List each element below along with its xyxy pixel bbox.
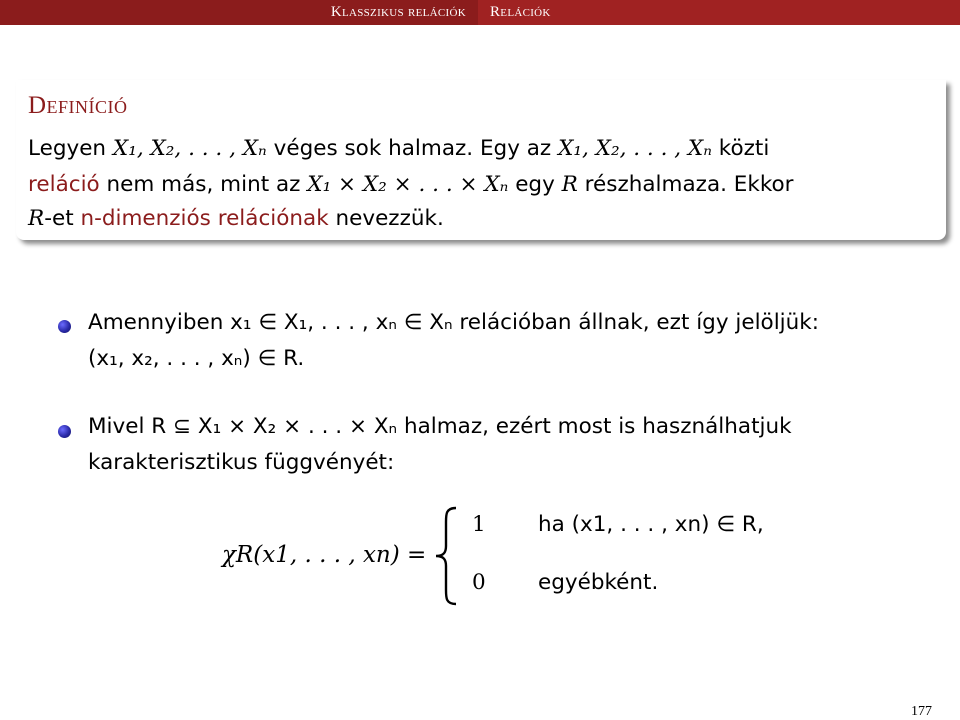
definition-line-2 — [28, 172, 794, 197]
bullet-icon — [58, 425, 71, 438]
definition-text: nevezzük. — [328, 206, 444, 231]
formula-lhs-text: χR(x1, . . . , xn) = — [222, 542, 427, 568]
math-sets: X₁, X₂, . . . , Xₙ — [112, 136, 267, 161]
math-sets: X₁, X₂, . . . , Xₙ — [558, 136, 712, 161]
math-relation: R — [28, 206, 45, 231]
bullet-1-line-2: (x₁, x₂, . . . , xₙ) ∈ R. — [88, 346, 305, 371]
nav-section-link[interactable] — [0, 0, 478, 25]
bullet-icon — [58, 320, 71, 333]
math-product: X₁ × X₂ × . . . × Xₙ — [307, 172, 509, 197]
definition-line-1 — [28, 136, 769, 161]
header-navigation — [0, 0, 960, 25]
case-2-condition: egyébként. — [538, 570, 659, 595]
definition-line-3 — [28, 206, 444, 231]
case-1-value: 1 — [472, 512, 486, 537]
definition-text: nem más, mint az — [99, 172, 308, 197]
characteristic-function-formula — [222, 512, 822, 612]
nav-subsection-label: Relációk — [490, 4, 551, 20]
definition-title: Definíció — [28, 92, 128, 119]
case-2-value: 0 — [472, 570, 486, 595]
page-number: 177 — [911, 704, 932, 719]
definition-text: egy — [508, 172, 562, 197]
definition-term: n-dimenziós relációnak — [80, 206, 329, 231]
definition-term: reláció — [28, 172, 100, 197]
definition-text: közti — [711, 136, 770, 161]
bullet-1-line-1: Amennyiben x₁ ∈ X₁, . . . , xₙ ∈ Xₙ relációban állnak, ezt így jelöljük: — [88, 310, 819, 335]
nav-subsection-link[interactable] — [478, 0, 960, 25]
definition-text: -et — [44, 206, 81, 231]
bullet-2-line-1: Mivel R ⊆ X₁ × X₂ × . . . × Xₙ halmaz, ezért most is használhatjuk — [88, 414, 792, 439]
definition-text: véges sok halmaz. Egy az — [266, 136, 559, 161]
math-relation: R — [561, 172, 578, 197]
bullet-2-line-2: karakterisztikus függvényét: — [88, 450, 395, 475]
nav-section-label: Klasszikus relációk — [330, 4, 466, 20]
definition-text: Legyen — [28, 136, 113, 161]
formula-lhs — [222, 542, 426, 568]
case-1-condition: ha (x1, . . . , xn) ∈ R, — [538, 512, 764, 537]
definition-text: részhalmaza. Ekkor — [577, 172, 794, 197]
left-brace-icon — [432, 506, 462, 606]
